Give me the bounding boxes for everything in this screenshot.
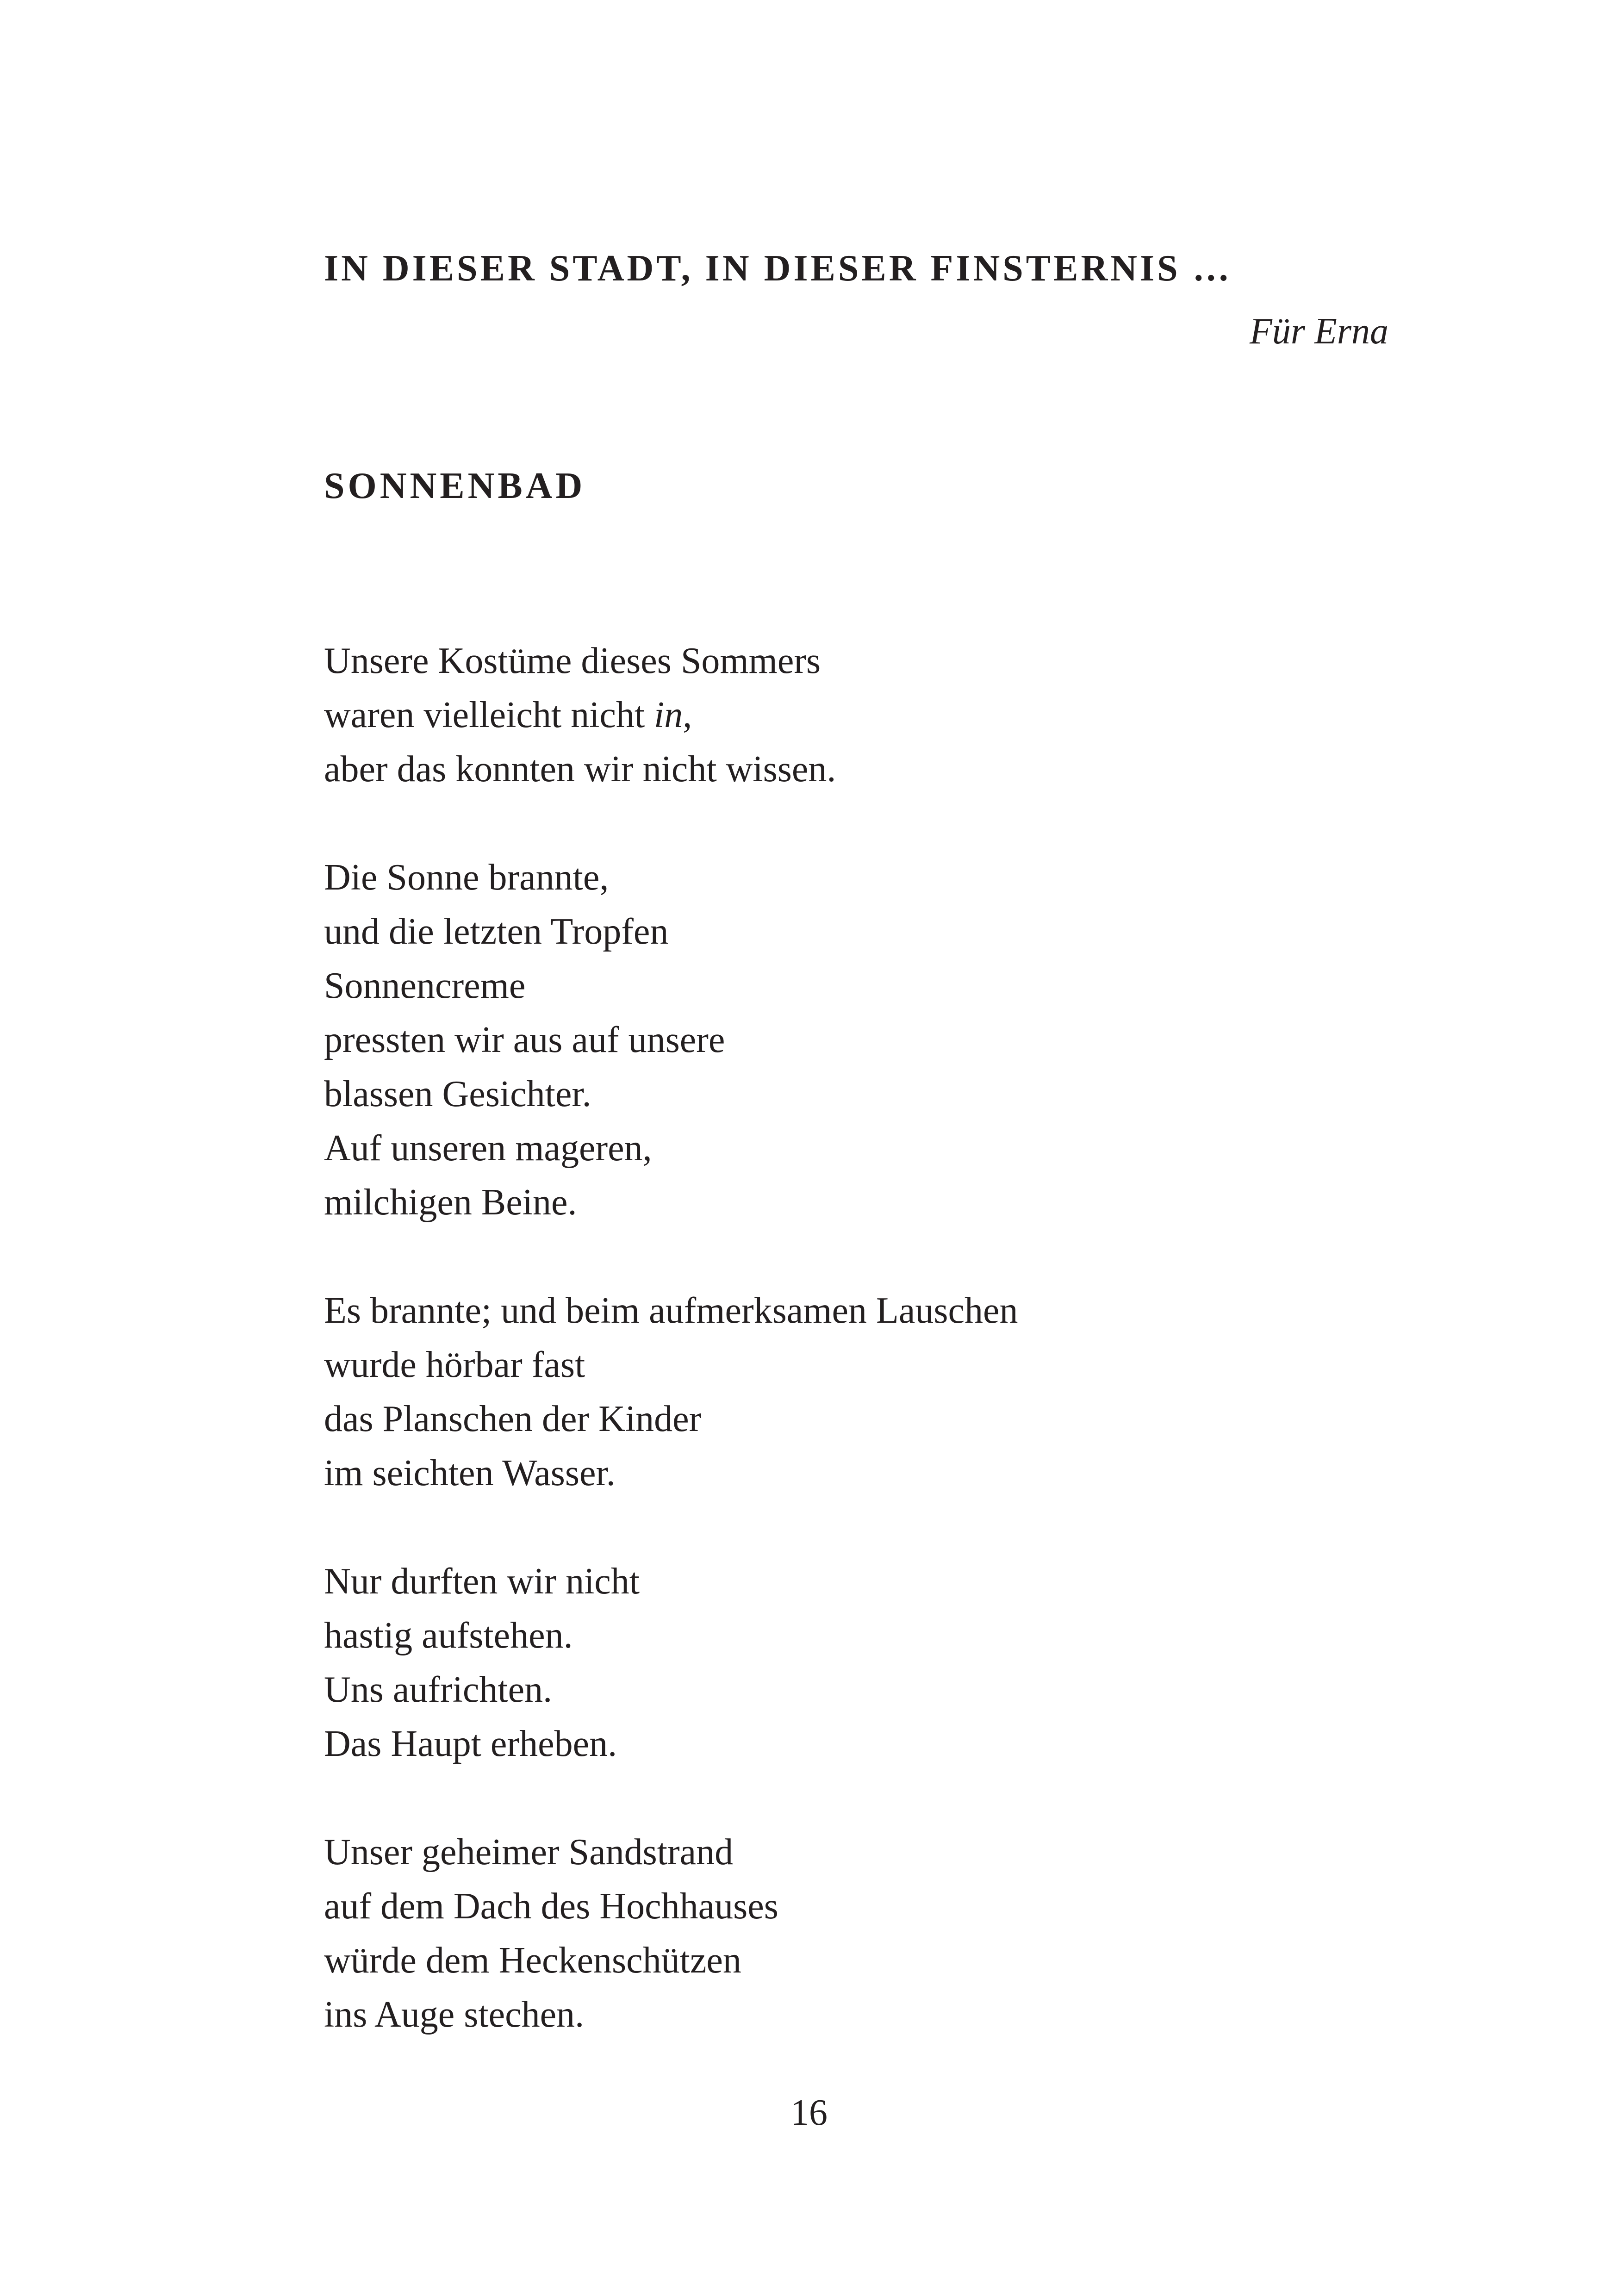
poem-line: Die Sonne brannte, — [324, 857, 609, 898]
emphasized-word: in — [654, 695, 683, 735]
poem-body — [324, 634, 1388, 2042]
stanza — [324, 1284, 1388, 1500]
stanza — [324, 1555, 1388, 1771]
poem-line: milchigen Beine. — [324, 1182, 577, 1223]
poem-line: Es brannte; und beim aufmerksamen Lauschen — [324, 1290, 1018, 1331]
poem-line: das Planschen der Kinder — [324, 1399, 702, 1439]
poem-line: und die letzten Tropfen — [324, 911, 669, 952]
stanza — [324, 851, 1388, 1230]
poem-line: wurde hörbar fast — [324, 1344, 585, 1385]
poem-line: pressten wir aus auf unsere — [324, 1020, 725, 1060]
poem-line-text: waren vielleicht nicht — [324, 695, 654, 735]
poem-line: Unser geheimer Sandstrand — [324, 1832, 734, 1873]
poem-line-punctuation: , — [683, 695, 692, 735]
poem-line: Das Haupt erheben. — [324, 1724, 617, 1764]
poem-line: Nur durften wir nicht — [324, 1561, 640, 1602]
poem-line: aber das konnten wir nicht wissen. — [324, 749, 836, 790]
poem-line: Unsere Kostüme dieses Sommers — [324, 641, 821, 681]
poem-title: SONNENBAD — [324, 466, 586, 506]
poem-line — [324, 688, 1388, 742]
poem-line: blassen Gesichter. — [324, 1074, 591, 1114]
poem-line: ins Auge stechen. — [324, 1994, 585, 2035]
stanza — [324, 1825, 1388, 2042]
poem-line: hastig aufstehen. — [324, 1615, 573, 1656]
dedication: Für Erna — [1250, 311, 1388, 352]
poem-line: würde dem Heckenschützen — [324, 1940, 741, 1981]
stanza — [324, 634, 1388, 796]
poem-line: Sonnencreme — [324, 965, 526, 1006]
poem-line: im seichten Wasser. — [324, 1453, 616, 1493]
page-number: 16 — [790, 2092, 828, 2133]
poem-line: auf dem Dach des Hochhauses — [324, 1886, 778, 1927]
poem-line: Auf unseren mageren, — [324, 1128, 652, 1169]
poem-line: Uns aufrichten. — [324, 1669, 553, 1710]
section-title: IN DIESER STADT, IN DIESER FINSTERNIS … — [324, 248, 1232, 289]
